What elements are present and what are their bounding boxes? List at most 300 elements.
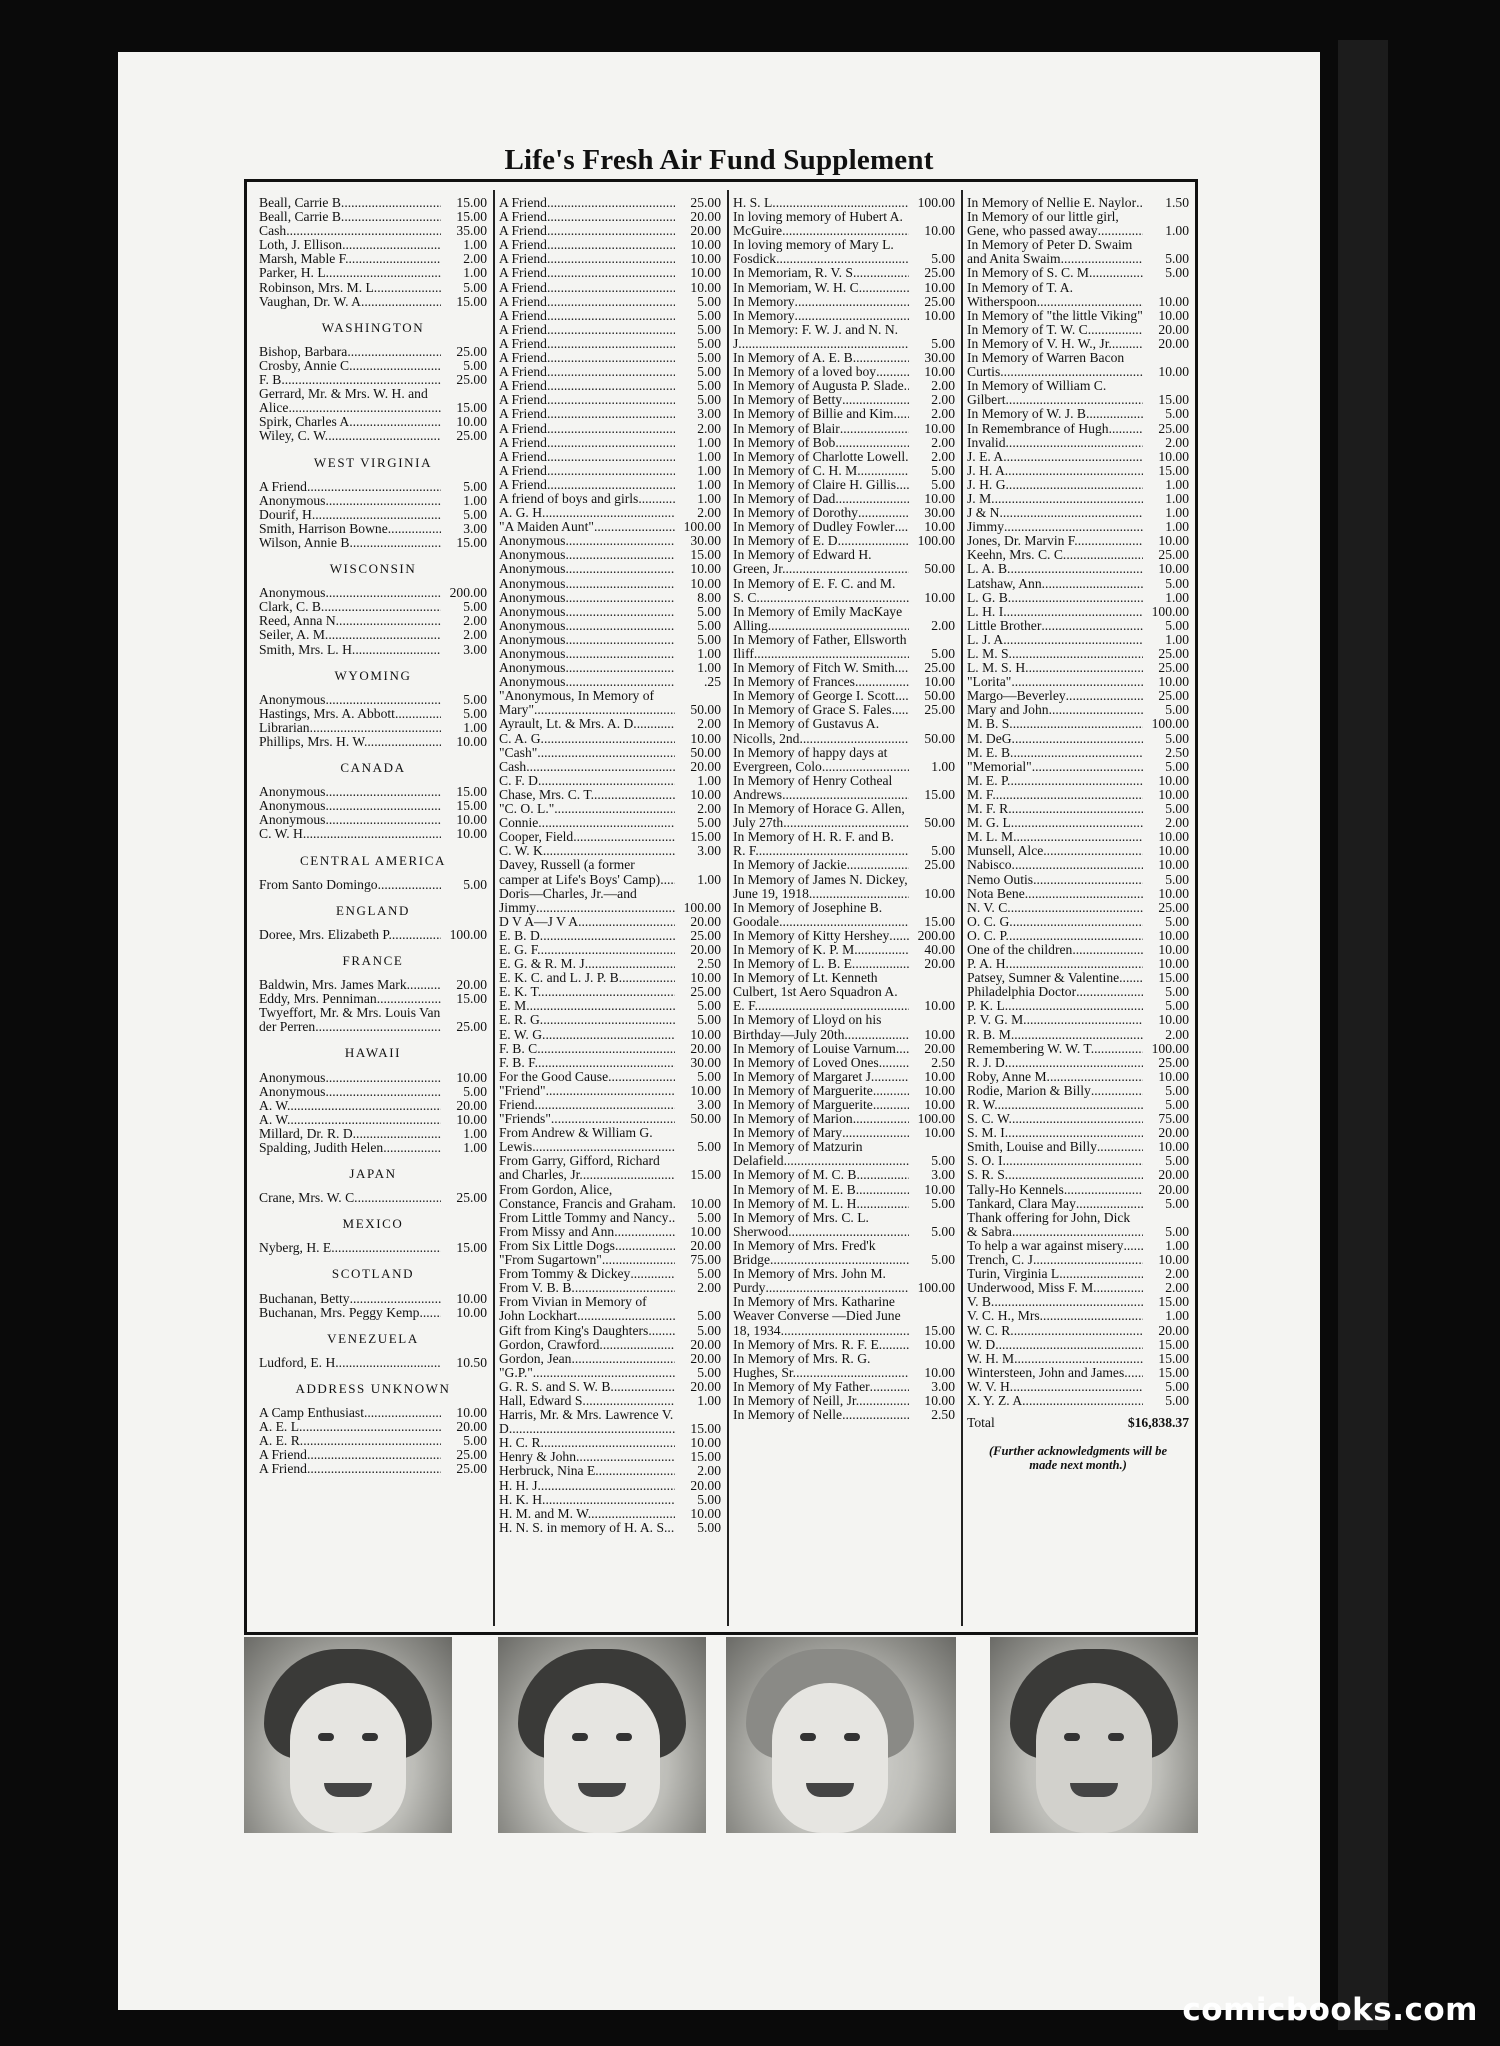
donation-amount: 25.00 bbox=[1158, 547, 1189, 563]
donor-name: In Memory of Father, Ellsworth Iliff ..... bbox=[733, 633, 909, 661]
donor-entry bbox=[259, 281, 487, 295]
donor-name: Crane, Mrs. W. C. ..... bbox=[259, 1191, 441, 1205]
donor-entry bbox=[499, 1324, 721, 1338]
donor-name: A Camp Enthusiast ..... bbox=[259, 1406, 441, 1420]
donor-entry bbox=[733, 548, 955, 576]
donor-name: P. A. H. ..... bbox=[967, 957, 1143, 971]
donation-amount: 100.00 bbox=[449, 926, 487, 942]
donation-amount: 5.00 bbox=[1165, 1195, 1189, 1211]
donor-name: In Memory of Blair ..... bbox=[733, 422, 909, 436]
donor-entry bbox=[499, 266, 721, 280]
donor-name: O. C. G. ..... bbox=[967, 915, 1143, 929]
donor-entry bbox=[967, 1197, 1189, 1211]
donation-amount: 10.00 bbox=[924, 279, 955, 295]
donation-amount: 10.00 bbox=[456, 1304, 487, 1320]
donation-amount: 3.00 bbox=[697, 843, 721, 859]
donor-entry bbox=[259, 252, 487, 266]
donor-entry bbox=[499, 1295, 721, 1323]
donor-name: In Memory ..... bbox=[733, 309, 909, 323]
donor-entry bbox=[733, 1267, 955, 1295]
donor-entry bbox=[259, 415, 487, 429]
donor-name: E. W. G. ..... bbox=[499, 1028, 675, 1042]
donor-entry bbox=[733, 633, 955, 661]
donor-name: M. DeG. ..... bbox=[967, 732, 1143, 746]
donation-amount: 25.00 bbox=[1158, 688, 1189, 704]
donor-entry bbox=[499, 478, 721, 492]
donor-entry bbox=[733, 365, 955, 379]
photo-eye bbox=[572, 1733, 588, 1741]
donation-amount: 10.00 bbox=[1158, 772, 1189, 788]
donor-entry bbox=[733, 1112, 955, 1126]
photo-face bbox=[544, 1683, 660, 1833]
column-divider bbox=[493, 190, 495, 1626]
donation-amount: 2.00 bbox=[931, 434, 955, 450]
donor-entry bbox=[259, 978, 487, 992]
photo-face bbox=[1036, 1683, 1152, 1833]
donor-name: W. H. M. ..... bbox=[967, 1352, 1143, 1366]
donation-amount: 2.00 bbox=[931, 448, 955, 464]
donor-entry bbox=[259, 1241, 487, 1255]
donor-name: Hall, Edward S. ..... bbox=[499, 1394, 675, 1408]
donor-entry bbox=[733, 858, 955, 872]
donor-entry bbox=[499, 1056, 721, 1070]
donor-name: In Memory of Edward H. Green, Jr. ..... bbox=[733, 548, 909, 576]
photo-eye bbox=[844, 1733, 860, 1741]
donor-name: "Memorial" ..... bbox=[967, 760, 1143, 774]
donor-name: In loving memory of Hubert A. McGuire ..... bbox=[733, 210, 909, 238]
donor-name: Trench, C. J. ..... bbox=[967, 1253, 1143, 1267]
donation-amount: 10.00 bbox=[690, 730, 721, 746]
section-heading: WASHINGTON bbox=[321, 319, 425, 335]
photo-eye bbox=[800, 1733, 816, 1741]
donor-entry bbox=[259, 827, 487, 841]
donor-entry bbox=[733, 703, 955, 717]
donation-amount: 100.00 bbox=[1151, 1040, 1189, 1056]
donor-entry bbox=[499, 422, 721, 436]
donation-amount: 100.00 bbox=[917, 1280, 955, 1296]
donation-amount: 5.00 bbox=[697, 335, 721, 351]
donor-name: In Memory of Gustavus A. Nicolls, 2nd ..... bbox=[733, 717, 909, 745]
donor-entry bbox=[259, 1306, 487, 1320]
donation-amount: 10.00 bbox=[924, 885, 955, 901]
donor-entry bbox=[499, 464, 721, 478]
donation-amount: 100.00 bbox=[1151, 716, 1189, 732]
donation-amount: 5.00 bbox=[931, 1153, 955, 1169]
donor-name: A Friend ..... bbox=[499, 422, 675, 436]
donor-entry bbox=[733, 393, 955, 407]
donation-amount: 5.00 bbox=[697, 1364, 721, 1380]
donor-name: In Memory of E. F. C. and M. S. C. ..... bbox=[733, 577, 909, 605]
donation-amount: 1.00 bbox=[463, 1139, 487, 1155]
donor-entry bbox=[733, 774, 955, 802]
donor-name: Wiley, C. W. ..... bbox=[259, 429, 441, 443]
section-heading: WYOMING bbox=[334, 667, 412, 683]
donation-amount: 5.00 bbox=[931, 646, 955, 661]
donor-entry bbox=[967, 985, 1189, 999]
donor-entry bbox=[733, 1140, 955, 1168]
donor-name: In Memory of Frances ..... bbox=[733, 675, 909, 689]
donation-amount: 10.00 bbox=[1158, 829, 1189, 845]
donor-name: One of the children ..... bbox=[967, 943, 1143, 957]
donor-name: In Memory of "the little Viking" ..... bbox=[967, 309, 1143, 323]
donor-name: From Garry, Gifford, Richard and Charles, Jr. ..... bbox=[499, 1154, 675, 1182]
donor-entry bbox=[967, 323, 1189, 337]
donor-name: A Friend ..... bbox=[499, 309, 675, 323]
donor-name: In Memory of happy days at Evergreen, Colo. ..... bbox=[733, 746, 909, 774]
donor-entry bbox=[967, 478, 1189, 492]
donation-amount: 1.00 bbox=[1165, 589, 1189, 605]
donor-entry bbox=[967, 196, 1189, 210]
donation-amount: 10.00 bbox=[924, 674, 955, 690]
donor-entry bbox=[259, 586, 487, 600]
donor-name: Anonymous ..... bbox=[259, 1085, 441, 1099]
donor-entry bbox=[967, 210, 1189, 238]
donor-name: From Gordon, Alice, Constance, Francis and Graham ..... bbox=[499, 1183, 675, 1211]
donor-entry bbox=[499, 619, 721, 633]
donor-name: Mary and John ..... bbox=[967, 703, 1143, 717]
donation-amount: 25.00 bbox=[456, 1190, 487, 1206]
donor-name: A friend of boys and girls ..... bbox=[499, 492, 675, 506]
donor-entry bbox=[733, 943, 955, 957]
donation-amount: 10.00 bbox=[456, 1111, 487, 1127]
donor-entry bbox=[499, 1366, 721, 1380]
donor-name: In Memory of Billie and Kim ..... bbox=[733, 407, 909, 421]
donor-entry bbox=[733, 520, 955, 534]
section-heading: FRANCE bbox=[342, 952, 404, 968]
donor-name: In Memory of Louise Varnum ..... bbox=[733, 1042, 909, 1056]
donor-name: A. W. ..... bbox=[259, 1099, 441, 1113]
donor-name: A Friend ..... bbox=[259, 1448, 441, 1462]
donation-amount: 10.00 bbox=[1158, 843, 1189, 859]
donation-amount: 75.00 bbox=[1158, 1111, 1189, 1127]
donor-entry bbox=[499, 830, 721, 844]
donor-name: D V A—J V A ..... bbox=[499, 915, 675, 929]
donation-amount: 5.00 bbox=[1165, 1378, 1189, 1394]
donor-name: Keehn, Mrs. C. C. ..... bbox=[967, 548, 1143, 562]
donor-name: A Friend ..... bbox=[499, 365, 675, 379]
donor-name: Eddy, Mrs. Penniman ..... bbox=[259, 992, 441, 1006]
donation-amount: 5.00 bbox=[1165, 998, 1189, 1014]
donor-name: In Memoriam, R. V. S. ..... bbox=[733, 266, 909, 280]
donor-entry bbox=[967, 492, 1189, 506]
donor-entry bbox=[967, 1309, 1189, 1323]
donation-amount: 5.00 bbox=[1165, 1392, 1189, 1408]
donation-amount: 1.00 bbox=[1165, 505, 1189, 521]
donation-amount: 2.50 bbox=[1165, 744, 1189, 760]
donation-amount: 10.00 bbox=[924, 1097, 955, 1112]
donor-entry bbox=[733, 492, 955, 506]
donor-name: A Friend ..... bbox=[499, 224, 675, 238]
donor-name: In Memory of Neill, Jr. ..... bbox=[733, 1394, 909, 1408]
donor-entry bbox=[733, 196, 955, 210]
column-divider bbox=[727, 190, 729, 1626]
donor-name: G. R. S. and S. W. B. ..... bbox=[499, 1380, 675, 1394]
donor-name: A Friend ..... bbox=[499, 478, 675, 492]
donor-name: F. B. F. ..... bbox=[499, 1056, 675, 1070]
donor-entry bbox=[259, 785, 487, 799]
donor-name: Turin, Virginia L. ..... bbox=[967, 1267, 1143, 1281]
donor-entry bbox=[967, 351, 1189, 379]
donor-name: Tally-Ho Kennels ..... bbox=[967, 1183, 1143, 1197]
donor-entry bbox=[499, 309, 721, 323]
donor-entry bbox=[967, 1281, 1189, 1295]
donor-name: A Friend ..... bbox=[499, 210, 675, 224]
donor-name: Philadelphia Doctor ..... bbox=[967, 985, 1143, 999]
donor-entry bbox=[499, 393, 721, 407]
donation-amount: 15.00 bbox=[1158, 1364, 1189, 1380]
donor-entry bbox=[259, 266, 487, 280]
child-photo bbox=[498, 1637, 706, 1833]
donor-name: In Memory of Horace G. Allen, July 27th ..... bbox=[733, 802, 909, 830]
donor-name: Remembering W. W. T. ..... bbox=[967, 1042, 1143, 1056]
donor-entry bbox=[733, 436, 955, 450]
donor-entry bbox=[967, 577, 1189, 591]
donation-amount: 5.00 bbox=[697, 1491, 721, 1507]
donor-entry bbox=[499, 887, 721, 915]
donor-name: L. H. I. ..... bbox=[967, 605, 1143, 619]
donation-amount: 20.00 bbox=[690, 758, 721, 774]
donation-amount: 100.00 bbox=[1151, 603, 1189, 619]
donation-amount: 30.00 bbox=[690, 533, 721, 549]
donor-entry bbox=[259, 1448, 487, 1462]
donor-name: Latshaw, Ann ..... bbox=[967, 577, 1143, 591]
donor-name: H. C. R. ..... bbox=[499, 1436, 675, 1450]
donation-amount: 20.00 bbox=[690, 1237, 721, 1253]
donor-entry bbox=[499, 1084, 721, 1098]
donation-amount: 10.00 bbox=[924, 1082, 955, 1098]
donation-amount: 5.00 bbox=[463, 876, 487, 892]
donor-name: M. E. P. ..... bbox=[967, 774, 1143, 788]
donation-amount: 5.00 bbox=[697, 1519, 721, 1535]
donor-entry bbox=[259, 295, 487, 309]
donor-name: In Remembrance of Hugh ..... bbox=[967, 422, 1143, 436]
donor-entry bbox=[733, 1098, 955, 1112]
donor-entry bbox=[499, 1394, 721, 1408]
donor-entry bbox=[499, 774, 721, 788]
donor-name: In Memory of Mrs. Katharine Weaver Converse —Died June 18, 1934 ..... bbox=[733, 1295, 909, 1337]
donor-name: Buchanan, Mrs. Peggy Kemp ..... bbox=[259, 1306, 441, 1320]
donation-amount: 10.00 bbox=[1158, 364, 1189, 380]
donor-name: In Memory of Betty ..... bbox=[733, 393, 909, 407]
donation-amount: 20.00 bbox=[1158, 1322, 1189, 1338]
donor-entry bbox=[259, 928, 487, 942]
donor-name: In Memory of Mrs. C. L. Sherwood ..... bbox=[733, 1211, 909, 1239]
donor-name: Little Brother ..... bbox=[967, 619, 1143, 633]
donation-amount: 10.00 bbox=[924, 1364, 955, 1380]
donation-amount: 20.00 bbox=[690, 209, 721, 225]
photo-mouth bbox=[578, 1783, 626, 1797]
donor-entry bbox=[259, 813, 487, 827]
donor-name: Wintersteen, John and James ..... bbox=[967, 1366, 1143, 1380]
donor-entry bbox=[259, 992, 487, 1006]
donation-amount: 10.00 bbox=[690, 1435, 721, 1451]
donation-amount: 1.00 bbox=[1165, 223, 1189, 239]
photo-eye bbox=[1108, 1733, 1124, 1741]
donor-name: In Memory of Josephine B. Goodale ..... bbox=[733, 901, 909, 929]
donation-amount: 15.00 bbox=[690, 1421, 721, 1437]
donor-entry bbox=[733, 689, 955, 703]
donor-entry bbox=[967, 746, 1189, 760]
donor-name: Doris—Charles, Jr.—and Jimmy ..... bbox=[499, 887, 675, 915]
donation-amount: 15.00 bbox=[456, 798, 487, 814]
donation-amount: 10.00 bbox=[924, 364, 955, 380]
donation-amount: 50.00 bbox=[690, 702, 721, 718]
donation-amount: 25.00 bbox=[690, 984, 721, 1000]
donation-amount: 5.00 bbox=[931, 335, 955, 351]
donor-name: Anonymous ..... bbox=[499, 619, 675, 633]
total-amount: $16,838.37 bbox=[1127, 1415, 1189, 1431]
donor-column-4-list bbox=[967, 196, 1189, 1408]
donor-entry bbox=[733, 351, 955, 365]
donor-entry bbox=[967, 788, 1189, 802]
donor-entry bbox=[499, 436, 721, 450]
donor-entry bbox=[967, 520, 1189, 534]
donor-entry bbox=[967, 647, 1189, 661]
donor-entry bbox=[967, 661, 1189, 675]
donor-name: Anonymous ..... bbox=[499, 577, 675, 591]
donation-amount: 1.50 bbox=[1165, 196, 1189, 210]
donor-entry bbox=[733, 266, 955, 280]
total-label: Total bbox=[967, 1415, 995, 1431]
donation-amount: 15.00 bbox=[1158, 1294, 1189, 1310]
donor-entry bbox=[967, 929, 1189, 943]
donor-name: Robinson, Mrs. M. L. ..... bbox=[259, 281, 441, 295]
donor-name: In Memory of Dudley Fowler ..... bbox=[733, 520, 909, 534]
donor-entry bbox=[967, 1126, 1189, 1140]
donation-amount: 5.00 bbox=[1165, 913, 1189, 929]
donor-entry bbox=[499, 1493, 721, 1507]
donor-name: Davey, Russell (a former camper at Life's Boys' Camp) ..... bbox=[499, 858, 675, 886]
donation-amount: 25.00 bbox=[924, 265, 955, 281]
donor-name: Vaughan, Dr. W. A. ..... bbox=[259, 295, 441, 309]
donation-amount: 5.00 bbox=[1165, 1153, 1189, 1169]
donor-entry bbox=[259, 480, 487, 494]
donor-entry bbox=[733, 323, 955, 351]
donor-entry bbox=[967, 379, 1189, 407]
donation-amount: 25.00 bbox=[1158, 899, 1189, 915]
donor-name: "From Sugartown" ..... bbox=[499, 1253, 675, 1267]
donor-entry bbox=[499, 1267, 721, 1281]
donor-name: In Memory of Dad ..... bbox=[733, 492, 909, 506]
donor-entry bbox=[733, 407, 955, 421]
donor-entry bbox=[259, 196, 487, 210]
donor-name: In Memory of L. B. E. ..... bbox=[733, 957, 909, 971]
donation-amount: 25.00 bbox=[690, 196, 721, 210]
donor-entry bbox=[733, 1126, 955, 1140]
donation-amount: 15.00 bbox=[456, 293, 487, 309]
donor-name: R. J. D. ..... bbox=[967, 1056, 1143, 1070]
donation-amount: 5.00 bbox=[697, 378, 721, 394]
donation-amount: 5.00 bbox=[463, 1433, 487, 1449]
donor-entry bbox=[967, 816, 1189, 830]
donor-name: Gordon, Crawford ..... bbox=[499, 1338, 675, 1352]
donor-name: C. A. G. ..... bbox=[499, 732, 675, 746]
donation-amount: 10.00 bbox=[1158, 533, 1189, 549]
donation-amount: 30.00 bbox=[924, 505, 955, 521]
donor-entry bbox=[499, 675, 721, 689]
donor-name: M. G. L. ..... bbox=[967, 816, 1143, 830]
donation-amount: 10.00 bbox=[1158, 448, 1189, 464]
donation-amount: 1.00 bbox=[1165, 1308, 1189, 1324]
donor-name: H. N. S. in memory of H. A. S. ..... bbox=[499, 1521, 675, 1535]
donation-amount: 25.00 bbox=[456, 1019, 487, 1035]
donation-amount: 5.00 bbox=[1165, 984, 1189, 1000]
donation-amount: 10.00 bbox=[456, 1290, 487, 1306]
donor-name: A Friend ..... bbox=[499, 379, 675, 393]
donor-name: S. C. W. ..... bbox=[967, 1112, 1143, 1126]
donation-amount: 10.00 bbox=[1158, 885, 1189, 901]
donation-amount: 25.00 bbox=[924, 660, 955, 676]
donor-name: Jones, Dr. Marvin F. ..... bbox=[967, 534, 1143, 548]
donor-entry bbox=[967, 915, 1189, 929]
donation-amount: 3.00 bbox=[931, 1167, 955, 1183]
photo-face bbox=[772, 1683, 888, 1833]
donor-name: A Friend ..... bbox=[499, 196, 675, 210]
donation-amount: 10.00 bbox=[690, 237, 721, 253]
donor-entry bbox=[967, 1239, 1189, 1253]
donor-name: From Six Little Dogs ..... bbox=[499, 1239, 675, 1253]
donation-amount: 1.00 bbox=[697, 490, 721, 506]
donation-amount: 50.00 bbox=[924, 730, 955, 746]
donor-entry bbox=[499, 844, 721, 858]
donor-entry bbox=[259, 429, 487, 443]
donation-amount: 5.00 bbox=[697, 998, 721, 1014]
donor-name: Thank offering for John, Dick & Sabra ..... bbox=[967, 1211, 1143, 1239]
donor-entry bbox=[733, 281, 955, 295]
donation-amount: 1.00 bbox=[463, 265, 487, 281]
donor-name: Nota Bene ..... bbox=[967, 887, 1143, 901]
donor-name: L. J. A. ..... bbox=[967, 633, 1143, 647]
donor-name: A Friend ..... bbox=[499, 351, 675, 365]
donor-name: In Memory of H. R. F. and B. R. F. ..... bbox=[733, 830, 909, 858]
donor-name: J. H. A. ..... bbox=[967, 464, 1143, 478]
donation-amount: 5.00 bbox=[697, 364, 721, 380]
donation-amount: 1.00 bbox=[1165, 631, 1189, 647]
donor-name: In Memory of Fitch W. Smith ..... bbox=[733, 661, 909, 675]
donor-entry bbox=[499, 943, 721, 957]
donor-entry bbox=[259, 345, 487, 359]
donation-amount: 1.00 bbox=[1165, 519, 1189, 535]
donor-name: In Memory of W. J. B. ..... bbox=[967, 407, 1143, 421]
photo-mouth bbox=[806, 1783, 854, 1797]
children-photo-strip bbox=[244, 1637, 1196, 1833]
donor-name: Dourif, H. ..... bbox=[259, 508, 441, 522]
donor-entry bbox=[967, 760, 1189, 774]
donation-amount: 100.00 bbox=[683, 519, 721, 535]
donation-amount: 10.00 bbox=[690, 265, 721, 281]
donation-amount: 2.00 bbox=[697, 505, 721, 521]
donation-amount: .25 bbox=[704, 674, 721, 690]
donation-amount: 5.00 bbox=[931, 1223, 955, 1239]
donor-name: H. S. L. ..... bbox=[733, 196, 909, 210]
photo-mouth bbox=[324, 1783, 372, 1797]
donor-name: C. W. K. ..... bbox=[499, 844, 675, 858]
donation-amount: 1.00 bbox=[1165, 1237, 1189, 1253]
donor-entry bbox=[733, 1183, 955, 1197]
donation-amount: 30.00 bbox=[690, 1054, 721, 1070]
donor-name: N. V. C. ..... bbox=[967, 901, 1143, 915]
donation-amount: 5.00 bbox=[697, 1139, 721, 1155]
donor-entry bbox=[967, 1098, 1189, 1112]
donor-name: Anonymous ..... bbox=[499, 534, 675, 548]
donation-amount: 5.00 bbox=[463, 599, 487, 615]
donor-name: In Memory of T. A. Witherspoon ..... bbox=[967, 281, 1143, 309]
donor-entry bbox=[733, 675, 955, 689]
donor-name: Reed, Anna N. ..... bbox=[259, 614, 441, 628]
donor-entry bbox=[499, 1098, 721, 1112]
donor-name: "Lorita" ..... bbox=[967, 675, 1143, 689]
donation-amount: 5.00 bbox=[697, 1266, 721, 1282]
